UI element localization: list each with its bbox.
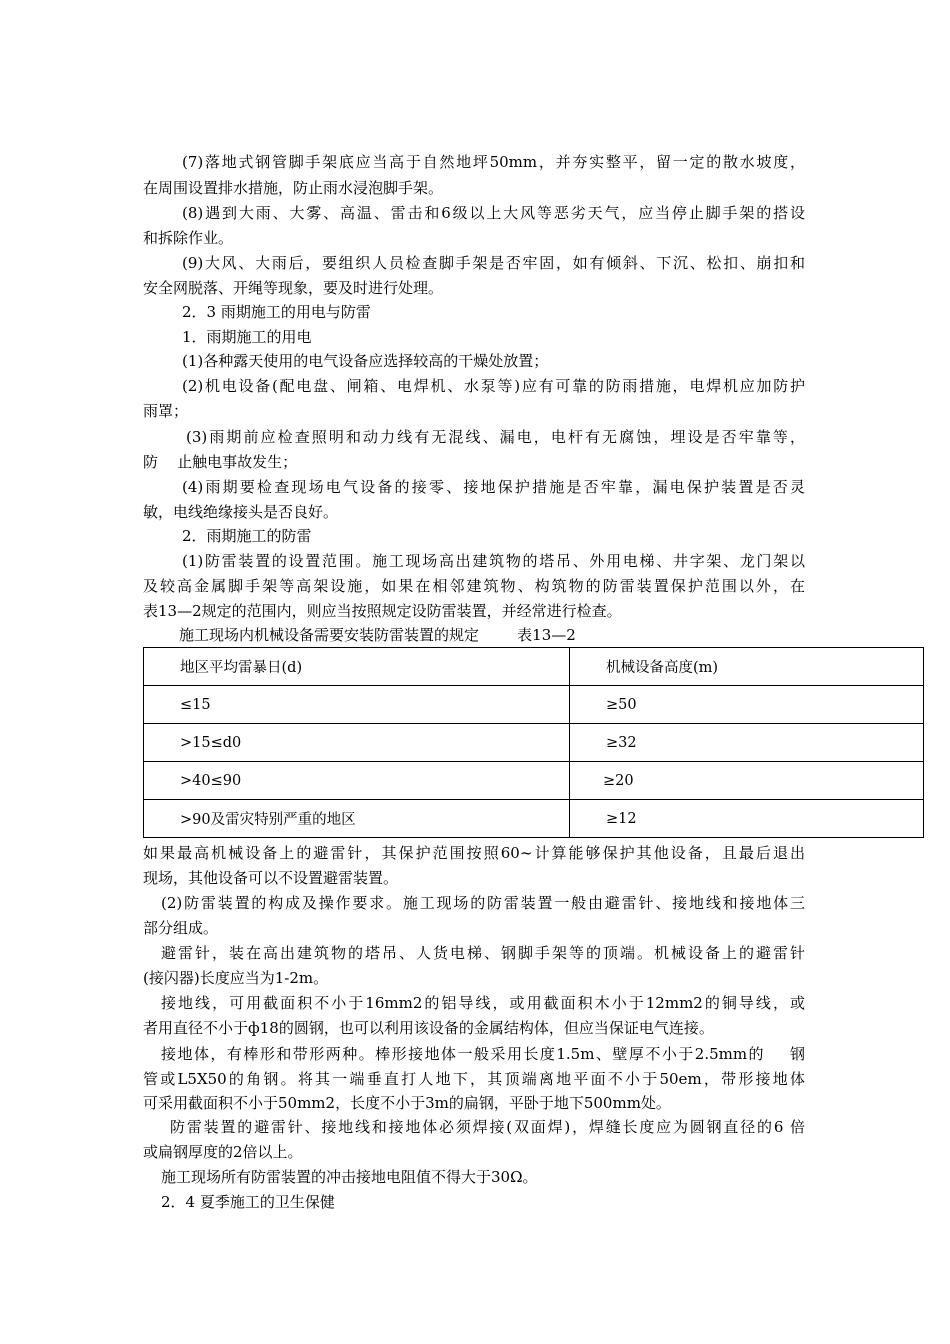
paragraph-line: 可采用截面积不小于50mm2，长度不小于3m的扁钢，平卧于地下500mm处。	[143, 1094, 671, 1112]
paragraph-line: (接闪器)长度应当为1-2m。	[143, 969, 329, 987]
table-row	[144, 686, 924, 724]
paragraph-line: 敏，电线绝缘接头是否良好。	[143, 503, 339, 521]
table-header-cell: 机械设备高度(m)	[570, 648, 924, 686]
paragraph-line: 管或L5X50的角钢。将其一端垂直打人地下，其顶端离地平面不小于50em，带形接地体	[143, 1070, 805, 1088]
section-heading: 2．4 夏季施工的卫生保健	[161, 1193, 335, 1211]
table-row	[144, 800, 924, 838]
paragraph-line: 者用直径不小于ф18的圆钢，也可以利用该设备的金属结构体，但应当保证电气连接。	[143, 1019, 714, 1037]
paragraph-line: (7)落地式钢管脚手架底应当高于自然地坪50mm，并夯实整平，留一定的散水坡度，	[182, 153, 805, 171]
lightning-protection-table	[143, 647, 924, 838]
table-caption: 施工现场内机械设备需要安装防雷装置的规定 表13—2	[179, 626, 576, 644]
table-cell: ≥20	[570, 762, 924, 800]
paragraph-line: 和拆除作业。	[143, 229, 234, 247]
paragraph-line: 施工现场所有防雷装置的冲击接地电阻值不得大于30Ω。	[161, 1168, 538, 1186]
paragraph-line: (1)防雷装置的设置范围。施工现场高出建筑物的塔吊、外用电梯、井字架、龙门架以	[182, 552, 805, 570]
paragraph-line: (3)雨期前应检查照明和动力线有无混线、漏电，电杆有无腐蚀，埋设是否牢靠等，	[186, 428, 805, 446]
table-cell: ≤15	[144, 686, 570, 724]
paragraph-line: 安全网脱落、开绳等现象，要及时进行处理。	[143, 279, 444, 297]
section-heading: 2．3 雨期施工的用电与防雷	[182, 303, 371, 321]
paragraph-line: (8)遇到大雨、大雾、高温、雷击和6级以上大风等恶劣天气，应当停止脚手架的搭设	[182, 204, 805, 222]
paragraph-line: 表13—2规定的范围内，则应当按照规定设防雷装置，并经常进行检查。	[143, 602, 622, 620]
paragraph-line: 雨罩；	[143, 402, 189, 420]
table-cell: ≥32	[570, 724, 924, 762]
paragraph-line: 及较高金属脚手架等高架设施，如果在相邻建筑物、构筑物的防雷装置保护范围以外，在	[143, 577, 805, 595]
table-cell: >15≤d0	[144, 724, 570, 762]
paragraph-line: 如果最高机械设备上的避雷针，其保护范围按照60~计算能够保护其他设备，且最后退出	[143, 844, 805, 862]
paragraph-line: 接地体，有棒形和带形两种。棒形接地体一般采用长度1.5m、壁厚不小于2.5mm的 钢	[161, 1045, 805, 1063]
paragraph-line: 部分组成。	[143, 919, 219, 937]
paragraph-line: 避雷针，装在高出建筑物的塔吊、人货电梯、钢脚手架等的顶端。机械设备上的避雷针	[161, 944, 805, 962]
table-cell: ≥50	[570, 686, 924, 724]
paragraph-line: 防 止触电事故发生；	[143, 453, 298, 471]
table-header-cell: 地区平均雷暴日(d)	[144, 648, 570, 686]
paragraph-line: (2)防雷装置的构成及操作要求。施工现场的防雷装置一般由避雷针、接地线和接地体三	[161, 894, 805, 912]
paragraph-line: 或扁钢厚度的2倍以上。	[143, 1143, 303, 1161]
paragraph-line: (2)机电设备(配电盘、闸箱、电焊机、水泵等)应有可靠的防雨措施，电焊机应加防护	[182, 377, 805, 395]
paragraph-line: 接地线，可用截面积不小于16mm2的铝导线，或用截面积木小于12mm2的铜导线，或	[161, 994, 805, 1012]
table-header-row	[144, 648, 924, 686]
paragraph-line: 现场，其他设备可以不设置避雷装置。	[143, 869, 399, 887]
table-cell: ≥12	[570, 800, 924, 838]
table-cell: >40≤90	[144, 762, 570, 800]
paragraph-line: 在周围设置排水措施，防止雨水浸泡脚手架。	[143, 179, 444, 197]
table-row	[144, 724, 924, 762]
table-cell: >90及雷灾特别严重的地区	[144, 800, 570, 838]
paragraph-line: 防雷装置的避雷针、接地线和接地体必须焊接(双面焊)，焊缝长度应为圆钢直径的6 倍	[170, 1118, 805, 1136]
subsection-heading: 1．雨期施工的用电	[182, 328, 312, 346]
paragraph-line: (4)雨期要检查现场电气设备的接零、接地保护措施是否牢靠，漏电保护装置是否灵	[182, 478, 805, 496]
table-row	[144, 762, 924, 800]
subsection-heading: 2．雨期施工的防雷	[182, 527, 312, 545]
paragraph-line: (9)大风、大雨后，要组织人员检查脚手架是否牢固，如有倾斜、下沉、松扣、崩扣和	[182, 254, 805, 272]
paragraph-line: (1)各种露天使用的电气设备应选择较高的干燥处放置；	[182, 352, 549, 370]
